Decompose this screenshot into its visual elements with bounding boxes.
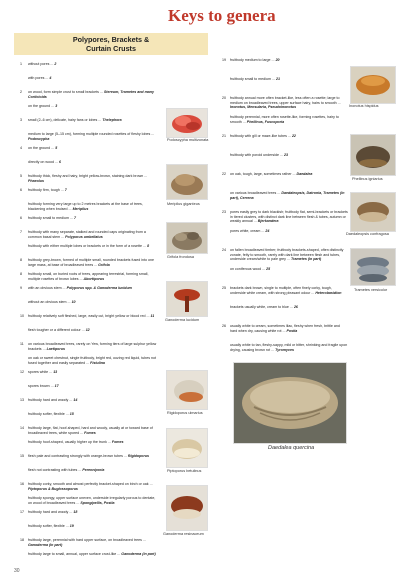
key-entry-text: fruitbody grey-brown, formed of multiple small, rounded brackets fused into one large mass, at base of broadleaved trees ... Grifola	[28, 258, 155, 267]
key-entry-description: fruitbody hoof-shaped, usually higher up the trunk	[28, 440, 107, 444]
key-entry-description: flesh tougher or a different colour	[28, 328, 81, 332]
key-entry-result: Laetiporus	[46, 346, 65, 351]
key-entry-text: on oak, tough, large, sometimes rather ... Daedalea	[230, 172, 313, 176]
key-entry-text: on coniferous wood ... 25	[230, 267, 271, 271]
key-entry-description: fruitbody firm, tough	[28, 188, 60, 192]
key-entry-result: Thelephora	[102, 118, 122, 122]
key-entry-text: usually white to tan, fleshy-sappy, mild or bitter, shrinking and fragile upon drying, causing brown rot ... Tyromyces	[230, 343, 348, 352]
key-entry-number: 11	[20, 342, 24, 346]
podoscypha-image	[167, 109, 207, 137]
key-entry-description: fruitbody corky, smooth and almost perfectly bracket-shaped on birch or oak	[28, 482, 149, 486]
key-entry-description: fruitbody softer, flexible	[28, 412, 65, 416]
key-entry-text: with pores ... 4	[28, 76, 52, 80]
key-entry-text: fruitbody with poroid underside ... 23	[230, 153, 288, 157]
key-entry-result: 18	[73, 510, 78, 514]
key-entry-result: Abortiporus	[83, 276, 105, 281]
key-entry-number: 17	[20, 510, 24, 514]
key-entry-description: fruitbody spongy, upper surface uneven, underside irregularly porous to dentate, on wood of broadleaved trees	[28, 496, 156, 505]
key-entry-description: on the ground	[28, 104, 51, 108]
key-entry-text: on various broadleaved trees, rarely on Yew, forming tiers of large sulphur yellow brackets ... Laetiporus	[28, 342, 157, 351]
caption-inonotus: Inonotus hispidus	[349, 104, 379, 108]
key-entry-description: brackets usually white, cream to blue	[230, 305, 289, 309]
photo-daedaleopsis	[350, 192, 396, 232]
key-entry-description: fruitbody small to medium	[230, 77, 271, 81]
caption-meripilus: Meripilus giganteus	[167, 202, 200, 206]
key-entry-result: Meripilus	[72, 206, 89, 211]
key-entry-result: Postia	[286, 328, 298, 333]
page-number: 30	[14, 568, 20, 574]
key-entry-result: 17	[54, 384, 59, 388]
key-entry-description: fruitbody grey-brown, formed of multiple small, rounded brackets fused into one large mass, at base of broadleaved trees	[28, 258, 155, 267]
key-entry-text: on fallen broadleaved timber; fruitbody brackets-shaped, often distinctly zonate, felty to smooth, rarely with dark line between flesh and tubes, underside cream/white to pale grey ... Trametes (in part)	[230, 248, 344, 262]
key-entry-number: 23	[222, 210, 226, 214]
key-entry-number: 4	[20, 146, 22, 150]
key-entry-result: Fistulina	[90, 360, 105, 365]
key-entry-text: brackets usually white, cream to blue ... 26	[230, 305, 298, 309]
key-entry-text: medium to large (5–15 cm), forming multiple rounded rosettes of fleshy lobes ... Podoscypha	[28, 132, 155, 141]
key-entry-text: fruitbody with either multiple lobes or brackets or in the form of a rosette ... 8	[28, 244, 150, 248]
caption-piptoporus: Piptoporus betulinus	[167, 469, 202, 473]
key-entry-result: Spongipellis, Postia	[80, 500, 115, 505]
key-entry-description: on oak or sweet chestnut, single fruitbody, bright red, oozing red liquid, tubes not fused together and easily separated	[28, 356, 156, 365]
section-header	[14, 33, 208, 55]
key-entry-description: fruitbody relatively soft fleshed, large, easily cut, bright yellow or blood red	[28, 314, 146, 318]
key-entry-text: fruitbody hard and woody ... 14	[28, 398, 78, 402]
caption-grifola: Grifola frondosa	[167, 255, 195, 259]
photo-ganoderma-lucidum	[166, 281, 208, 317]
key-entry-result: 4	[49, 76, 52, 80]
key-entry-number: 21	[222, 134, 226, 138]
key-entry-number: 5	[20, 174, 22, 178]
page-title: Keys to genera	[168, 6, 276, 25]
key-entry-result: Fomes	[84, 430, 96, 435]
key-entry-number: 24	[222, 248, 226, 252]
key-entry-description: fruitbody hard and woody	[28, 398, 69, 402]
key-entry-number: 16	[20, 482, 24, 486]
key-entry-number: 6	[20, 216, 22, 220]
key-entry-result: 25	[266, 267, 271, 271]
key-entry-result: 15	[69, 412, 74, 416]
key-entry-result: Podoscypha	[28, 136, 50, 141]
key-entry-result: 22	[291, 134, 296, 138]
key-entry-text: flesh pale and contrasting strongly with orange-brown tubes ... Rigidoporus	[28, 454, 150, 458]
key-entry-text: pores white, cream ... 24	[230, 229, 270, 233]
key-entry-text: fruitbody small to medium ... 21	[230, 77, 280, 81]
key-entry-result: Polyporus spp. & Ganoderma lucidum	[66, 286, 132, 290]
key-entry-number: 6	[20, 188, 22, 192]
key-entry-text: fruitbody hard and woody ... 18	[28, 510, 78, 514]
key-entry-description: on wood, form simple crust to small brackets	[28, 90, 99, 94]
caption-rigidoporus: Rigidoporus ulmarius	[167, 411, 203, 415]
key-entry-text: fruitbody large, perennial with hard upper surface, on broadleaved trees ... Ganoderma (in part)	[28, 538, 146, 547]
caption-ganoderma-resinaceum: Ganoderma resinaceum	[163, 532, 204, 536]
key-entry-description: fruitbody large, perennial with hard upper surface, on broadleaved trees	[28, 538, 142, 542]
key-entry-description: brackets dark brown, single to multiple, often finely corky, tough, underside white cream, with strong pleasant odour	[230, 286, 332, 295]
phellinus-image	[351, 135, 395, 175]
key-entry-text: usually white to cream, sometimes lilac, fleshy when fresh, brittle and hard when dry, causing white rot ... Postia	[230, 324, 340, 333]
key-entry-text: fruitbody spongy, upper surface uneven, underside irregularly porous to dentate, on wood of broadleaved trees ... Spongipellis, Postia	[28, 496, 156, 505]
key-entry-result: Tyromyces	[275, 347, 295, 352]
key-entry-description: fruitbody softer, flexible	[28, 524, 65, 528]
key-entry-text: fruitbody small, on buried roots of trees, appearing terrestrial, forming small, multiple rosettes of brown lobes ... Abortiporus	[28, 272, 149, 281]
rigidoporus-image	[167, 371, 207, 409]
key-entry-text: on oak or sweet chestnut, single fruitbody, bright red, oozing red liquid, tubes not fused together and easily separated ... Fistulina	[28, 356, 156, 365]
key-entry-text: fruitbody with many separate, stalked and rounded caps originating from a common basal stem ... Polyporus umbellatus	[28, 230, 146, 239]
key-entry-result: 20	[275, 58, 280, 62]
key-entry-text: fruitbody hoof-shaped, usually higher up the trunk ... Fomes	[28, 440, 124, 444]
key-entry-text: fruitbody forming very large up to 2 metres brackets at the base of trees, blackening when bruised ... Meripilus	[28, 202, 143, 211]
daedalea-image	[234, 363, 346, 443]
key-entry-description: fruitbody with gill or maze-like tubes	[230, 134, 287, 138]
key-entry-text: fruitbody medium to large ... 20	[230, 58, 280, 62]
key-entry-description: without pores	[28, 62, 50, 66]
key-entry-result: Bjerkandera	[257, 219, 279, 224]
caption-phellinus: Phellinus igniarius	[352, 177, 383, 181]
key-entry-description: fruitbody annual more often bracket-like, less often a rosette; large to medium on broadleaved trees, upper surface hairy, hairs to smooth	[230, 96, 340, 105]
key-entry-description: on coniferous wood	[230, 267, 262, 271]
caption-podoscypha: Podoscypha multizonata	[167, 138, 209, 142]
key-entry-description: pores easily grey to dark blackish; fruitbody flat, semi-brackets or brackets in tiered clusters, with distinct dark line between flesh & tubes, autumn or weakly annual	[230, 210, 348, 224]
key-entry-result: Perenniporia	[82, 468, 105, 472]
daedaleopsis-image	[351, 193, 395, 231]
key-entry-number: 15	[20, 454, 24, 458]
key-entry-description: fruitbody forming very large up to 2 metres brackets at the base of trees, blackening when bruised	[28, 202, 143, 211]
key-entry-description: fruitbody medium to large	[230, 58, 271, 62]
key-entry-result: Ganoderma (in part)	[121, 552, 156, 556]
key-entry-result: 10	[71, 300, 76, 304]
key-entry-description: pores white, cream	[230, 229, 261, 233]
key-entry-result: Fomes	[111, 440, 124, 444]
key-entry-result: 21	[275, 77, 280, 81]
meripilus-image	[167, 165, 207, 199]
key-entry-description: with an obvious stem	[28, 286, 62, 290]
key-entry-number: 26	[222, 324, 226, 328]
key-entry-description: usually white to cream, sometimes lilac, fleshy when fresh, brittle and hard when dry, causing white rot	[230, 324, 340, 333]
key-entry-result: Heterobasidion	[315, 290, 342, 295]
key-entry-text: fruitbody corky, smooth and almost perfectly bracket-shaped on birch or oak ... Piptoporus & Buglossoporus	[28, 482, 153, 491]
key-entry-text: on wood, form simple crust to small brackets ... Stereum, Trametes and many Corticioids	[28, 90, 154, 99]
key-entry-result: Phellinus, Fuscoporia	[246, 119, 285, 124]
key-entry-description: fruitbody large, flat, hoof-shaped, hard and woody, usually at or toward base of broadleaved trees, white spored	[28, 426, 153, 435]
ganoderma-lucidum-image	[167, 282, 207, 316]
key-entry-result: Stereum, Trametes and many Corticioids	[28, 90, 154, 99]
key-entry-description: fruitbody large to small, annual, upper surface crust-like	[28, 552, 117, 556]
key-entry-text: on the ground ... 5	[28, 146, 58, 150]
key-entry-text: spores brown ... 17	[28, 384, 59, 388]
key-entry-result: Phaeolus	[28, 178, 44, 183]
key-entry-description: on fallen broadleaved timber; fruitbody brackets-shaped, often distinctly zonate, felty to smooth, rarely with dark line between flesh and tubes, underside cream/white to pale grey	[230, 248, 344, 262]
key-entry-result: 5	[55, 146, 58, 150]
photo-rigidoporus	[166, 370, 208, 410]
section-title-line-2: Curtain Crusts	[86, 44, 136, 53]
key-entry-text: without an obvious stem ... 10	[28, 300, 76, 304]
key-entry-result: 3	[55, 104, 58, 108]
key-entry-text: with an obvious stem ... Polyporus spp. & Ganoderma lucidum	[28, 286, 132, 290]
key-entry-text: fruitbody softer, flexible ... 15	[28, 412, 74, 416]
key-entry-text: fruitbody thick, fleshy and hairy, bright yellow-brown, staining dark brown ... Phaeolus	[28, 174, 148, 183]
key-entry-text: without pores ... 2	[28, 62, 57, 66]
key-entry-description: medium to large (5–15 cm), forming multiple rounded rosettes of fleshy lobes	[28, 132, 151, 136]
key-entry-description: directly on wood	[28, 160, 54, 164]
ganoderma-resinaceum-image	[167, 486, 207, 530]
key-entry-description: flesh not contrasting with tubes	[28, 468, 78, 472]
key-entry-number: 9	[20, 286, 22, 290]
key-entry-result: Daedaleopsis, Datronia, Trametes (in part), Cerrena	[230, 191, 345, 200]
key-entry-result: Inonotus, Mensularia, Pseudoinonotus	[230, 105, 297, 110]
key-entry-result: 6	[58, 160, 61, 164]
key-entry-description: spores white	[28, 370, 49, 374]
key-entry-description: with pores	[28, 76, 45, 80]
key-entry-text: on the ground ... 3	[28, 104, 58, 108]
key-entry-number: 25	[222, 286, 226, 290]
inonotus-image	[351, 67, 395, 103]
key-entry-text: fruitbody softer, flexible ... 19	[28, 524, 74, 528]
key-entry-text: directly on wood ... 6	[28, 160, 61, 164]
key-entry-result: Piptoporus & Buglossoporus	[28, 486, 78, 491]
key-entry-description: fruitbody small to medium	[28, 216, 69, 220]
key-entry-text: fruitbody small to medium ... 7	[28, 216, 76, 220]
key-entry-number: 7	[20, 230, 22, 234]
key-entry-number: 8	[20, 258, 22, 262]
key-entry-result: Rigidoporus	[127, 454, 150, 458]
key-entry-text: on various broadleaved trees ... Daedaleopsis, Datronia, Trametes (in part), Cerrena	[230, 191, 345, 200]
caption-trametes: Trametes versicolor	[354, 288, 388, 292]
key-entry-text: fruitbody large, flat, hoof-shaped, hard and woody, usually at or toward base of broadleaved trees, white spored ... Fomes	[28, 426, 153, 435]
key-entry-number: 13	[20, 398, 24, 402]
photo-podoscypha	[166, 108, 208, 138]
key-entry-result: 12	[85, 328, 90, 332]
key-entry-text: fruitbody with gill or maze-like tubes ... 22	[230, 134, 296, 138]
key-entry-result: Polyporus umbellatus	[65, 234, 103, 239]
key-entry-number: 14	[20, 426, 24, 430]
key-entry-text: flesh not contrasting with tubes ... Perenniporia	[28, 468, 105, 472]
key-entry-description: on various broadleaved trees, rarely on Yew, forming tiers of large sulphur yellow brackets	[28, 342, 157, 351]
key-entry-number: 2	[20, 90, 22, 94]
key-entry-result: 8	[147, 244, 150, 248]
caption-ganoderma-lucidum: Ganoderma lucidum	[165, 318, 200, 322]
key-entry-description: fruitbody hard and woody	[28, 510, 69, 514]
key-entry-result: Daedalea	[296, 172, 313, 176]
key-entry-result: 14	[73, 398, 78, 402]
key-entry-description: usually white to tan, fleshy-sappy, mild or bitter, shrinking and fragile upon drying, causing brown rot	[230, 343, 348, 352]
key-entry-text: brackets dark brown, single to multiple, often finely corky, tough, underside white cream, with strong pleasant odour ... Heterobasidion	[230, 286, 342, 295]
key-entry-description: fruitbody with either multiple lobes or brackets or in the form of a rosette	[28, 244, 143, 248]
key-entry-description: on oak, tough, large, sometimes rather	[230, 172, 292, 176]
photo-meripilus	[166, 164, 208, 200]
key-entry-description: spores brown	[28, 384, 50, 388]
key-entry-description: small (2–6 cm), delicate, hairy fans or lobes	[28, 118, 98, 122]
key-entry-result: 24	[265, 229, 270, 233]
piptoporus-image	[167, 429, 207, 467]
trametes-image	[351, 249, 395, 285]
key-entry-text: fruitbody large to small, annual, upper surface crust-like ... Ganoderma (in part)	[28, 552, 156, 556]
key-entry-result: 2	[54, 62, 57, 66]
key-entry-result: 26	[293, 305, 298, 309]
photo-grifola	[166, 222, 208, 254]
caption-daedalea: Daedalea quercina	[268, 445, 315, 451]
photo-trametes	[350, 248, 396, 286]
key-entry-result: 7	[64, 188, 67, 192]
photo-inonotus	[350, 66, 396, 104]
key-entry-description: on various broadleaved trees	[230, 191, 277, 195]
key-entry-description: fruitbody with poroid underside	[230, 153, 279, 157]
key-entry-number: 10	[20, 314, 24, 318]
key-entry-number: 22	[222, 172, 226, 176]
photo-phellinus	[350, 134, 396, 176]
key-entry-number: 12	[20, 370, 24, 374]
key-entry-description: flesh pale and contrasting strongly with orange-brown tubes	[28, 454, 123, 458]
key-entry-result: Trametes (in part)	[290, 257, 322, 262]
key-entry-result: Grifola	[98, 262, 110, 267]
key-entry-text: spores white ... 13	[28, 370, 58, 374]
section-title-line-1: Polypores, Brackets &	[72, 35, 150, 44]
key-entry-text: fruitbody annual more often bracket-like, less often a rosette; large to medium on broadleaved trees, upper surface hairy, hairs to smooth ... Inonotus, Mensularia, Pseudoinonotus	[230, 96, 341, 110]
key-entry-text: small (2–6 cm), delicate, hairy fans or lobes ... Thelephora	[28, 118, 122, 122]
key-entry-text: fruitbody perennial, more often rosette-like, forming rosettes, hairy to smooth ... Phellinus, Fuscoporia	[230, 115, 339, 124]
photo-daedalea-large	[233, 362, 347, 444]
key-entry-result: 19	[69, 524, 74, 528]
key-entry-number: 1	[20, 62, 22, 66]
key-entry-text: flesh tougher or a different colour ... 12	[28, 328, 90, 332]
key-entry-description: without an obvious stem	[28, 300, 67, 304]
key-entry-number: 3	[20, 118, 22, 122]
key-entry-number: 20	[222, 96, 226, 100]
key-entry-description: fruitbody perennial, more often rosette-like, forming rosettes, hairy to smooth	[230, 115, 339, 124]
key-entry-result: 11	[150, 314, 155, 318]
grifola-image	[167, 223, 207, 253]
key-entry-result: 23	[283, 153, 288, 157]
key-entry-text: fruitbody firm, tough ... 7	[28, 188, 67, 192]
key-entry-result: Ganoderma (in part)	[28, 542, 63, 547]
key-entry-description: fruitbody thick, fleshy and hairy, bright yellow-brown, staining dark brown	[28, 174, 144, 178]
key-entry-description: fruitbody with many separate, stalked and rounded caps originating from a common basal stem	[28, 230, 146, 239]
key-entry-text: fruitbody relatively soft fleshed, large, easily cut, bright yellow or blood red ... 11	[28, 314, 155, 318]
key-entry-result: 13	[53, 370, 58, 374]
key-entry-number: 8	[20, 272, 22, 276]
key-entry-description: fruitbody small, on buried roots of trees, appearing terrestrial, forming small, multiple rosettes of brown lobes	[28, 272, 149, 281]
key-entry-description: on the ground	[28, 146, 51, 150]
caption-daedaleopsis: Daedaleopsis confragosa	[346, 232, 389, 236]
key-entry-number: 19	[222, 58, 226, 62]
key-entry-result: 7	[73, 216, 76, 220]
photo-piptoporus	[166, 428, 208, 468]
photo-ganoderma-resinaceum	[166, 485, 208, 531]
key-entry-text: pores easily grey to dark blackish; fruitbody flat, semi-brackets or brackets in tiered clusters, with distinct dark line between flesh & tubes, autumn or weakly annual ... Bjerkandera	[230, 210, 348, 224]
key-entry-number: 18	[20, 538, 24, 542]
